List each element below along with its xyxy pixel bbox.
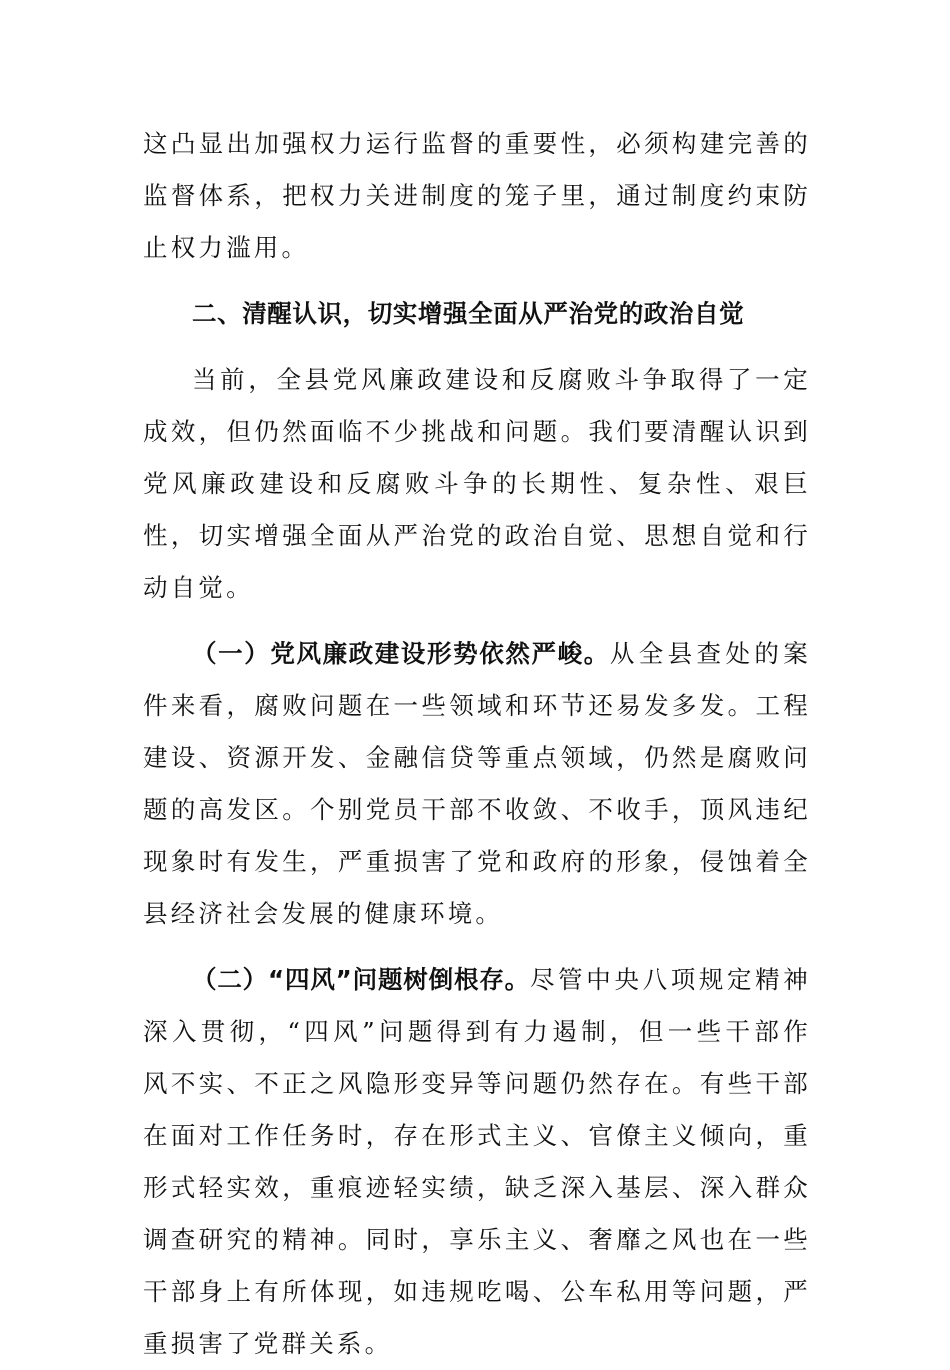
subsection-body-1: 从全县查处的案件来看，腐败问题在一些领域和环节还易发多发。工程建设、资源开发、金融信贷等重点领域，仍然是腐败问题的高发区。个别党员干部不收敛、不收手，顶风违纪现象时有发生，严重损害了党和政府的形象，侵蚀着全县经济社会发展的健康环境。: [143, 639, 811, 928]
intro-paragraph: 当前，全县党风廉政建设和反腐败斗争取得了一定成效，但仍然面临不少挑战和问题。我们要清醒认识到党风廉政建设和反腐败斗争的长期性、复杂性、艰巨性，切实增强全面从严治党的政治自觉、思想自觉和行动自觉。: [143, 365, 811, 602]
document-page: [143, 118, 811, 1370]
continuation-paragraph: 这凸显出加强权力运行监督的重要性，必须构建完善的监督体系，把权力关进制度的笼子里，通过制度约束防止权力滥用。: [143, 129, 811, 262]
subsection-paragraph-2: [143, 954, 811, 1370]
subsection-lead-2: （二）“四风”问题树倒根存。: [192, 965, 531, 994]
subsection-body-2: 尽管中央八项规定精神深入贯彻，“四风”问题得到有力遏制，但一些干部作风不实、不正之风隐形变异等问题仍然存在。有些干部在面对工作任务时，存在形式主义、官僚主义倾向，重形式轻实效，重痕迹轻实绩，缺乏深入基层、深入群众调查研究的精神。同时，享乐主义、奢靡之风也在一些干部身上有所体现，如违规吃喝、公车私用等问题，严重损害了党群关系。: [143, 965, 812, 1358]
section-heading: 二、清醒认识，切实增强全面从严治党的政治自觉: [192, 299, 745, 328]
subsection-lead-1: （一）党风廉政建设形势依然严峻。: [192, 639, 610, 668]
subsection-paragraph-1: [143, 628, 811, 940]
